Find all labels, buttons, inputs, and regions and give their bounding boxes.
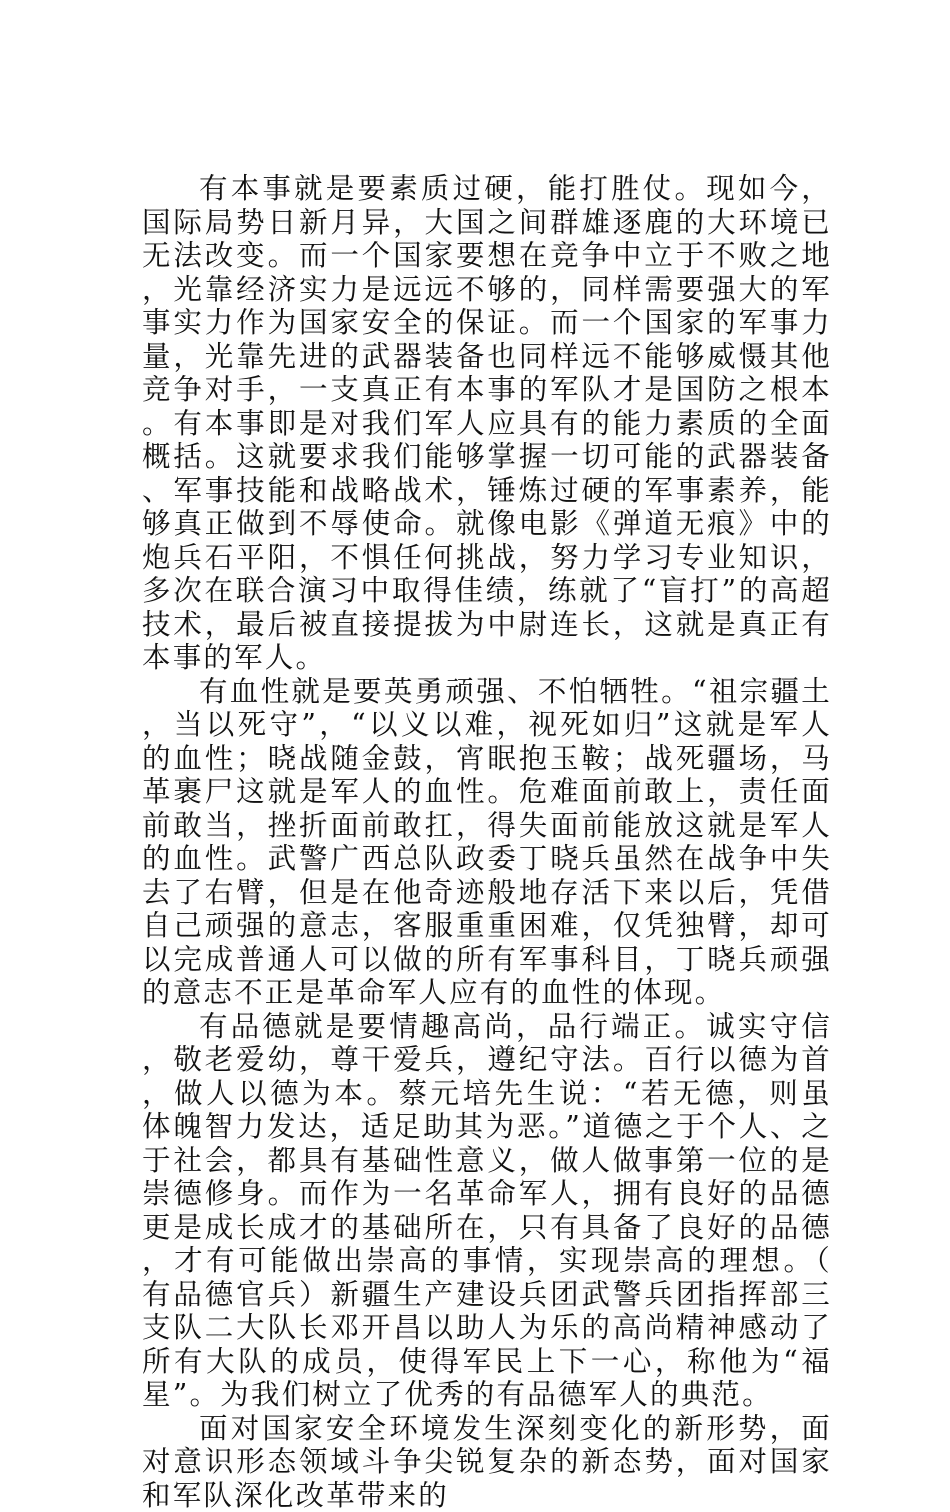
paragraph-morality: 有品德就是要情趣高尚，品行端正。诚实守信，敬老爱幼，尊干爱兵，遵纪守法。百行以德为首，做人以德为本。蔡元培先生说：“若无德，则虽体魄智力发达，适足助其为恶。”道德之于个人、之于社会，都具有基础性意义，做人做事第一位的是崇德修身。而作为一名革命军人，拥有良好的品德更是成长成才的基础所在，只有具备了良好的品德，才有可能做出崇高的事情，实现崇高的理想。（有品德官兵）新疆生产建设兵团武警兵团指挥部三支队二大队长邓开昌以助人为乐的高尚精神感动了所有大队的成员，使得军民上下一心，称他为“福星”。为我们树立了优秀的有品德军人的典范。 (142, 1010, 832, 1412)
paragraph-courage: 有血性就是要英勇顽强、不怕牺牲。“祖宗疆土，当以死守”，“以义以难，视死如归”这就是军人的血性；晓战随金鼓，宵眠抱玉鞍；战死疆场，马革裹尸这就是军人的血性。危难面前敢上，责任面前敢当，挫折面前敢扛，得失面前能放这就是军人的血性。武警广西总队政委丁晓兵虽然在战争中失去了右臂，但是在他奇迹般地存活下来以后，凭借自己顽强的意志，客服重重困难，仅凭独臂，却可以完成普通人可以做的所有军事科目，丁晓兵顽强的意志不正是革命军人应有的血性的体现。 (142, 675, 832, 1010)
paragraph-ability: 有本事就是要素质过硬，能打胜仗。现如今，国际局势日新月异，大国之间群雄逐鹿的大环境已无法改变。而一个国家要想在竞争中立于不败之地，光靠经济实力是远远不够的，同样需要强大的军事实力作为国家安全的保证。而一个国家的军事力量，光靠先进的武器装备也同样远不能够威慑其他竞争对手，一支真正有本事的军队才是国防之根本。有本事即是对我们军人应具有的能力素质的全面概括。这就要求我们能够掌握一切可能的武器装备、军事技能和战略战术，锤炼过硬的军事素养，能够真正做到不辱使命。就像电影《弹道无痕》中的炮兵石平阳，不惧任何挑战，努力学习专业知识，多次在联合演习中取得佳绩，练就了“盲打”的高超技术，最后被直接提拔为中尉连长，这就是真正有本事的军人。 (142, 172, 832, 675)
paragraph-new-situation: 面对国家安全环境发生深刻变化的新形势，面对意识形态领域斗争尖锐复杂的新态势，面对国家和军队深化改革带来的 (142, 1412, 832, 1512)
document-body (142, 172, 832, 1512)
